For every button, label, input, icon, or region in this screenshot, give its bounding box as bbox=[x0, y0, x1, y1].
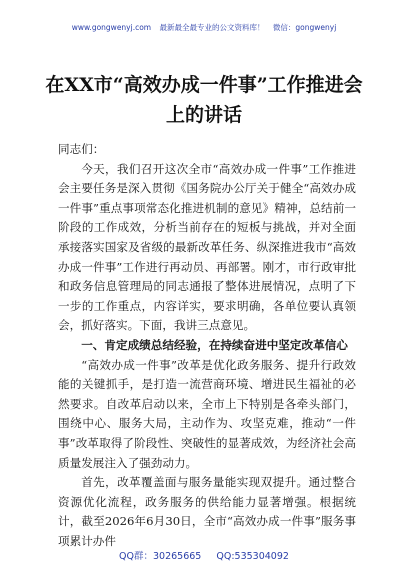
qq-group: QQ群：30265665 bbox=[119, 551, 202, 562]
document-body bbox=[58, 140, 356, 551]
site-slogan: 最新最全最专业的公文资料库！ bbox=[159, 23, 265, 32]
paragraph-first-point: 首先，改革覆盖面与服务量能实现双提升。通过整合资源优化流程，政务服务的供给能力显著增强。根据统计，截至2026年6月30日，全市“高效办成一件事”服务事项累计办件 bbox=[58, 475, 356, 548]
paragraph-reform-overview: “高效办成一件事”改革是优化政务服务、提升行政效能的关键抓手，是打造一流营商环境、增进民生福祉的必然要求。自改革启动以来，全市上下特别是各牵头部门，围绕中心、服务大局，主动作为、攻坚克难，推动“一件事”改革取得了阶段性、突破性的显著成效，为经济社会高质量发展注入了强劲动力。 bbox=[58, 357, 356, 470]
site-footer bbox=[0, 548, 408, 562]
site-header bbox=[0, 22, 408, 33]
wechat-id: 微信：gongwenyj bbox=[272, 23, 337, 32]
qq-contact: QQ:535304092 bbox=[216, 551, 289, 562]
document-title: 在XX市“高效办成一件事”工作推进会上的讲话 bbox=[45, 74, 363, 126]
paragraph-intro: 今天，我们召开这次全市“高效办成一件事”工作推进会主要任务是深入贯彻《国务院办公厅关于健全“高效办成一件事”重点事项常态化推进机制的意见》精神，总结前一阶段的工作成效，分析当前存在的短板与挑战，并对全面承接落实国家及省级的最新改革任务、纵深推进我市“高效办成一件事”工作进行再动员、再部署。刚才，市行政审批和政务信息管理局的同志通报了整体进展情况，点明了下一步的工作重点，内容详实，要求明确，各单位要认真领会，抓好落实。下面，我讲三点意见。 bbox=[58, 161, 356, 333]
site-url-link[interactable]: www.gongwenyj.com bbox=[71, 23, 152, 32]
salutation: 同志们： bbox=[58, 142, 105, 156]
section-heading-1: 一、肯定成绩总结经验，在持续奋进中坚定改革信心 bbox=[81, 337, 348, 352]
